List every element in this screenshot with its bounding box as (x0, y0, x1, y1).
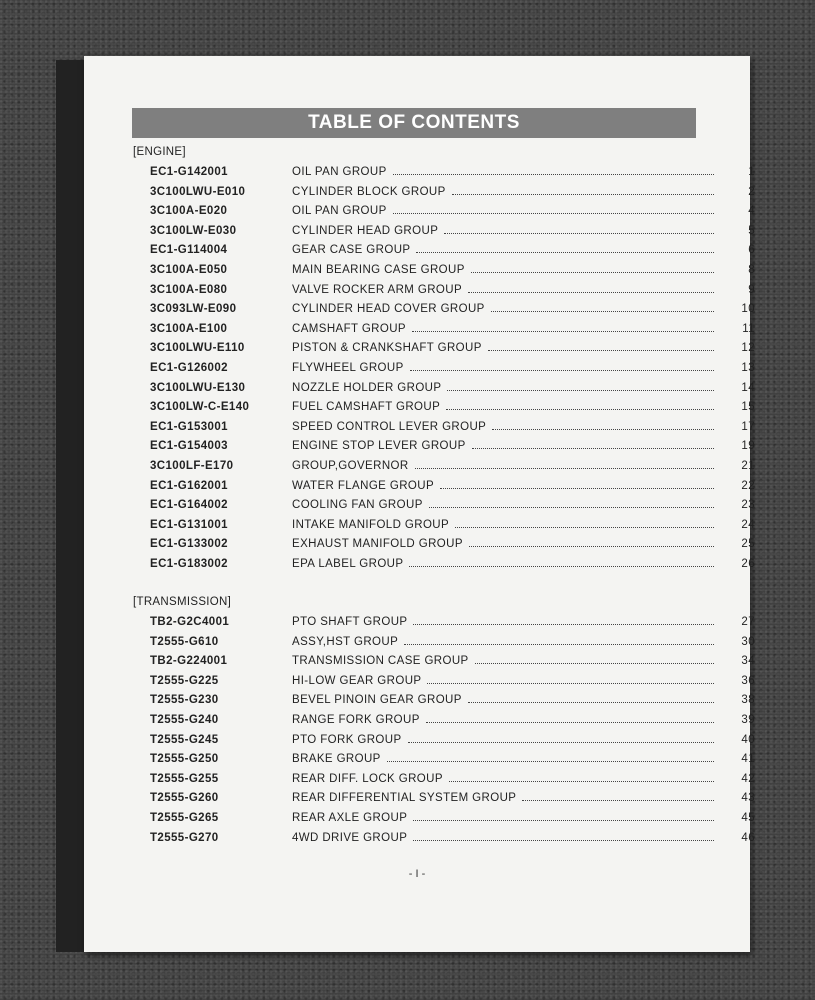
page-number: 25 (741, 538, 755, 551)
page-number: 17 (741, 420, 755, 433)
toc-entry[interactable] (150, 694, 755, 714)
dot-leader (413, 840, 714, 841)
part-code: EC1-G126002 (150, 362, 228, 374)
part-code: 3C100A-E100 (150, 322, 228, 335)
page-number: 8 (748, 264, 755, 276)
toc-entry[interactable] (150, 714, 755, 734)
toc-entry[interactable] (150, 616, 755, 636)
entry-title-wrap (292, 362, 722, 374)
entry-title: BRAKE GROUP (292, 753, 381, 766)
entry-title-wrap (292, 734, 722, 746)
toc-entry[interactable] (150, 538, 755, 558)
toc-entry[interactable] (150, 674, 755, 695)
toc-entry[interactable] (150, 264, 755, 284)
toc-entry[interactable] (150, 655, 755, 675)
entry-title: CYLINDER HEAD COVER GROUP (292, 303, 485, 316)
entry-title-wrap (292, 284, 722, 296)
part-code: EC1-G131001 (150, 518, 228, 531)
toc-entry[interactable] (150, 185, 755, 206)
page-number: 10 (741, 303, 755, 316)
dot-leader (410, 370, 714, 371)
toc-entry[interactable] (150, 224, 755, 245)
page-number: 36 (741, 674, 755, 687)
part-code: EC1-G162001 (150, 479, 228, 492)
entry-title: HI-LOW GEAR GROUP (292, 674, 422, 687)
entry-title-wrap (292, 382, 722, 394)
entry-title: CAMSHAFT GROUP (292, 322, 407, 335)
dot-leader (408, 742, 714, 743)
page-title: TABLE OF CONTENTS (132, 108, 696, 138)
entry-title-wrap (292, 636, 722, 648)
toc-entry[interactable] (150, 440, 755, 460)
part-code: 3C100LWU-E010 (150, 185, 246, 198)
dot-leader (440, 488, 714, 489)
entry-title: REAR DIFFERENTIAL SYSTEM GROUP (292, 792, 517, 805)
part-code: T2555-G225 (150, 674, 219, 687)
entry-title: WATER FLANGE GROUP (292, 479, 435, 492)
page-number: 39 (741, 714, 755, 726)
toc-entry[interactable] (150, 460, 755, 480)
dot-leader (475, 663, 714, 664)
page-number: 4 (748, 205, 755, 218)
dot-leader (492, 429, 714, 430)
entry-title: CYLINDER BLOCK GROUP (292, 185, 446, 198)
toc-entry[interactable] (150, 244, 755, 264)
page-number: 1 (748, 166, 755, 178)
page-number: 12 (741, 342, 755, 355)
entry-title: SPEED CONTROL LEVER GROUP (292, 420, 487, 433)
toc-entry[interactable] (150, 792, 755, 812)
entry-title: ASSY,HST GROUP (292, 635, 399, 648)
entry-title-wrap (292, 264, 722, 276)
dot-leader (468, 702, 714, 703)
part-code: EC1-G142001 (150, 166, 228, 178)
part-code: 3C093LW-E090 (150, 303, 237, 316)
toc-entry[interactable] (150, 558, 755, 578)
part-code: EC1-G183002 (150, 558, 228, 570)
toc-entry[interactable] (150, 635, 755, 656)
part-code: EC1-G114004 (150, 244, 228, 257)
entry-title-wrap (292, 675, 722, 687)
dot-leader (404, 644, 714, 645)
section-heading: [ENGINE] (133, 146, 186, 158)
part-code: T2555-G610 (150, 635, 219, 648)
part-code: 3C100LWU-E130 (150, 381, 246, 394)
part-code: T2555-G255 (150, 772, 219, 785)
toc-entry[interactable] (150, 831, 755, 852)
page-number: 46 (741, 831, 755, 844)
page-number: 26 (741, 558, 755, 570)
entry-title-wrap (292, 401, 722, 413)
dot-leader (491, 311, 714, 312)
toc-entry[interactable] (150, 420, 755, 441)
page-number: 11 (742, 322, 755, 335)
dot-leader (387, 761, 714, 762)
toc-entry[interactable] (150, 381, 755, 402)
part-code: T2555-G245 (150, 733, 219, 746)
dot-leader (429, 507, 714, 508)
dot-leader (426, 722, 714, 723)
page-number: 9 (748, 283, 755, 296)
toc-entry[interactable] (150, 499, 755, 519)
entry-title: TRANSMISSION CASE GROUP (292, 655, 469, 668)
page-number: 24 (741, 518, 755, 531)
page-number-footer: - I - (408, 868, 426, 880)
toc-entry[interactable] (150, 479, 755, 500)
page-number: 13 (741, 362, 755, 374)
dot-leader (413, 820, 714, 821)
entry-title-wrap (292, 225, 722, 237)
page-number: 27 (741, 616, 755, 628)
entry-title-wrap (292, 342, 722, 354)
part-code: T2555-G260 (150, 792, 219, 805)
entry-title-wrap (292, 773, 722, 785)
toc-entry[interactable] (150, 812, 755, 832)
entry-title: INTAKE MANIFOLD GROUP (292, 518, 450, 531)
part-code: 3C100A-E080 (150, 283, 228, 296)
toc-entry[interactable] (150, 283, 755, 304)
entry-title-wrap (292, 303, 722, 315)
part-code: 3C100LW-C-E140 (150, 401, 250, 414)
page-number: 40 (741, 733, 755, 746)
dot-leader (413, 624, 714, 625)
page-number: 21 (741, 460, 755, 472)
entry-title-wrap (292, 205, 722, 217)
dot-leader (415, 468, 714, 469)
entry-title: EPA LABEL GROUP (292, 558, 404, 570)
entry-title: EXHAUST MANIFOLD GROUP (292, 538, 463, 551)
entry-title: MAIN BEARING CASE GROUP (292, 264, 465, 276)
part-code: TB2-G224001 (150, 655, 228, 668)
entry-title-wrap (292, 244, 722, 256)
page-number: 15 (741, 401, 755, 414)
part-code: 3C100LWU-E110 (150, 342, 245, 355)
entry-title-wrap (292, 694, 722, 706)
entry-title: OIL PAN GROUP (292, 205, 387, 218)
entry-title-wrap (292, 186, 722, 198)
entry-title: RANGE FORK GROUP (292, 714, 420, 726)
entry-title-wrap (292, 714, 722, 726)
entry-title: REAR DIFF. LOCK GROUP (292, 772, 443, 785)
entry-title: COOLING FAN GROUP (292, 499, 423, 512)
part-code: T2555-G240 (150, 714, 219, 726)
entry-title-wrap (292, 519, 722, 531)
entry-title: PTO FORK GROUP (292, 733, 402, 746)
page-number: 5 (748, 224, 755, 237)
dot-leader (393, 174, 714, 175)
part-code: 3C100LF-E170 (150, 460, 234, 472)
toc-entry[interactable] (150, 303, 755, 323)
part-code: 3C100A-E020 (150, 205, 228, 218)
part-code: 3C100LW-E030 (150, 224, 237, 237)
dot-leader (412, 331, 714, 332)
part-code: EC1-G154003 (150, 440, 228, 453)
page-number: 43 (741, 792, 755, 805)
entry-title-wrap (292, 440, 722, 452)
dot-leader (427, 683, 714, 684)
dot-leader (447, 390, 714, 391)
dot-leader (416, 252, 714, 253)
page-number: 19 (741, 440, 755, 453)
dot-leader (449, 781, 714, 782)
dot-leader (452, 194, 714, 195)
part-code: T2555-G250 (150, 753, 219, 766)
entry-title: PISTON & CRANKSHAFT GROUP (292, 342, 482, 355)
part-code: EC1-G133002 (150, 538, 228, 551)
page-number: 41 (741, 753, 755, 766)
toc-entry[interactable] (150, 753, 755, 773)
page-number: 42 (741, 772, 755, 785)
page-number: 6 (748, 244, 755, 257)
toc-entry[interactable] (150, 322, 755, 343)
entry-title-wrap (292, 460, 722, 472)
page-number: 34 (741, 655, 755, 668)
page-number: 45 (741, 812, 755, 824)
part-code: EC1-G153001 (150, 420, 228, 433)
toc-entry[interactable] (150, 518, 755, 539)
page-number: 23 (741, 499, 755, 512)
document-page (84, 56, 755, 952)
entry-title-wrap (292, 792, 722, 804)
dot-leader (455, 527, 714, 528)
entry-title: OIL PAN GROUP (292, 166, 387, 178)
entry-title-wrap (292, 753, 722, 765)
entry-title-wrap (292, 616, 722, 628)
part-code: TB2-G2C4001 (150, 616, 230, 628)
page-number: 2 (748, 185, 755, 198)
entry-title-wrap (292, 655, 722, 667)
toc-entry[interactable] (150, 342, 755, 362)
entry-title: BEVEL PINOIN GEAR GROUP (292, 694, 462, 707)
dot-leader (393, 213, 714, 214)
entry-title: CYLINDER HEAD GROUP (292, 224, 439, 237)
part-code: T2555-G230 (150, 694, 219, 707)
dot-leader (468, 292, 714, 293)
page-number: 30 (741, 635, 755, 648)
entry-title-wrap (292, 499, 722, 511)
page-number: 22 (741, 479, 755, 492)
entry-title: REAR AXLE GROUP (292, 812, 408, 824)
dot-leader (409, 566, 714, 567)
entry-title-wrap (292, 558, 722, 570)
entry-title-wrap (292, 832, 722, 844)
toc-entry[interactable] (150, 362, 755, 382)
part-code: T2555-G265 (150, 812, 219, 824)
entry-title: GEAR CASE GROUP (292, 244, 411, 257)
entry-title-wrap (292, 323, 722, 335)
part-code: 3C100A-E050 (150, 264, 228, 276)
entry-title: VALVE ROCKER ARM GROUP (292, 283, 463, 296)
dot-leader (522, 800, 714, 801)
entry-title-wrap (292, 421, 722, 433)
entry-title-wrap (292, 538, 722, 550)
entry-title: GROUP,GOVERNOR (292, 460, 409, 472)
dot-leader (488, 350, 714, 351)
page-number: 38 (741, 694, 755, 707)
entry-title-wrap (292, 166, 722, 178)
part-code: EC1-G164002 (150, 499, 228, 512)
page-number: 14 (741, 381, 755, 394)
dot-leader (471, 272, 714, 273)
entry-title-wrap (292, 480, 722, 492)
entry-title: ENGINE STOP LEVER GROUP (292, 440, 466, 453)
entry-title-wrap (292, 812, 722, 824)
entry-title: PTO SHAFT GROUP (292, 616, 408, 628)
dot-leader (469, 546, 714, 547)
entry-title: FLYWHEEL GROUP (292, 362, 404, 374)
section-heading: [TRANSMISSION] (133, 596, 232, 608)
dot-leader (444, 233, 714, 234)
toc-entry[interactable] (150, 772, 755, 793)
toc-entry[interactable] (150, 733, 755, 754)
entry-title: NOZZLE HOLDER GROUP (292, 381, 442, 394)
toc-entry[interactable] (150, 166, 755, 186)
entry-title: 4WD DRIVE GROUP (292, 831, 408, 844)
part-code: T2555-G270 (150, 831, 219, 844)
dot-leader (446, 409, 714, 410)
toc-entry[interactable] (150, 401, 755, 421)
toc-entry[interactable] (150, 205, 755, 225)
entry-title: FUEL CAMSHAFT GROUP (292, 401, 441, 414)
dot-leader (472, 448, 714, 449)
